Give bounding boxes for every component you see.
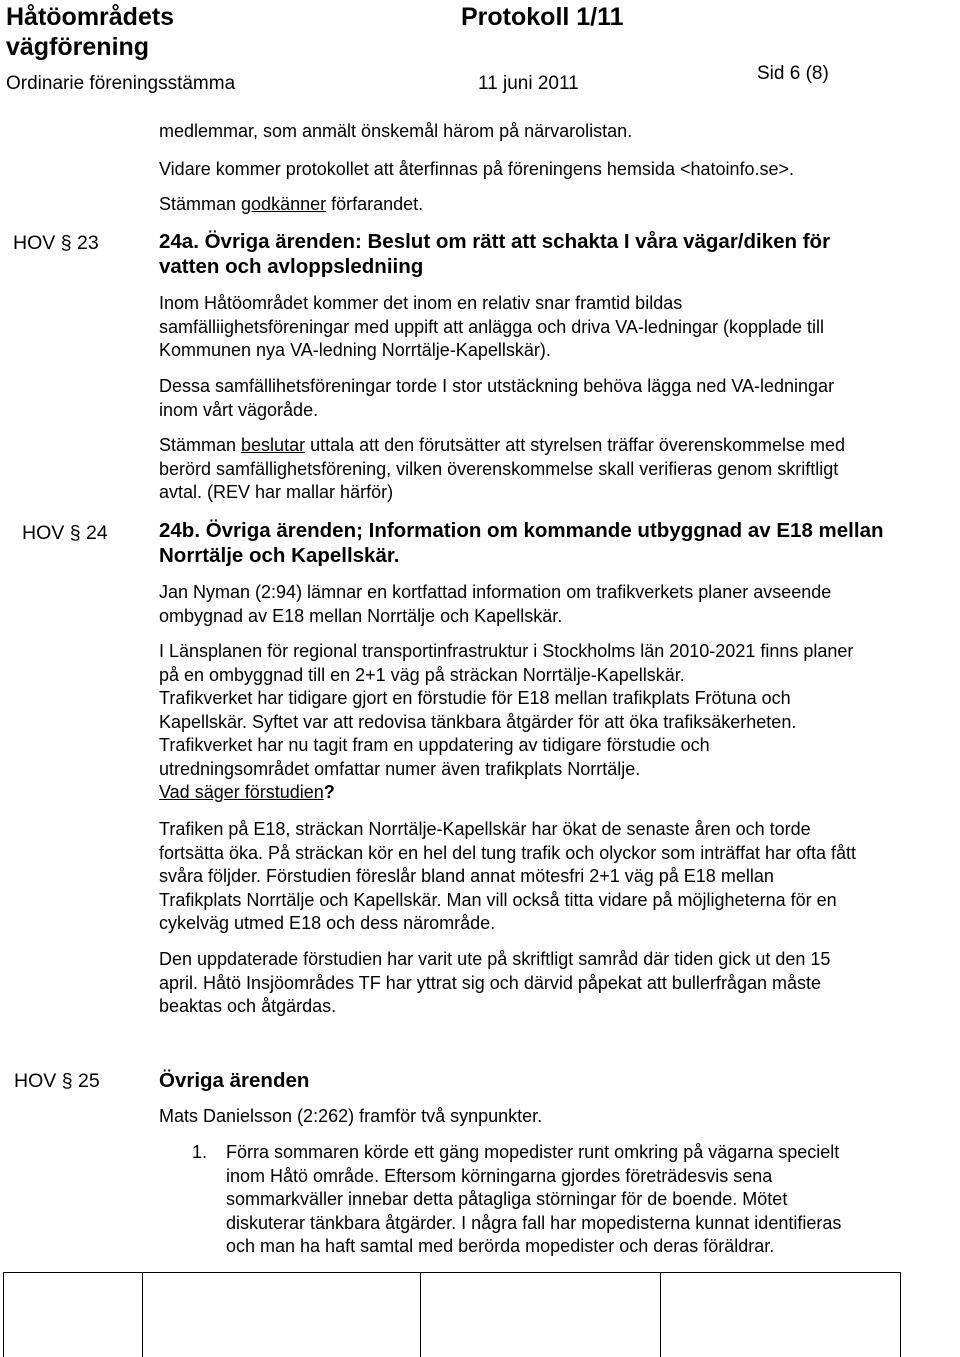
item-24b-paragraph-4 (159, 948, 830, 1019)
decision-word: beslutar (241, 435, 306, 455)
section-sign-icon: § (60, 232, 72, 254)
decision-word: godkänner (241, 194, 327, 214)
text-line: samfälliighetsföreningar med uppift att anlägga och driva VA-ledningar (kopplade till (159, 316, 825, 337)
text-line: april. Håtö Insjöområdes TF har yttrat sig och därvid påpekat att bullerfrågan måste (159, 972, 821, 993)
text-line: beaktas och åtgärdas. (159, 996, 337, 1016)
text-line: Den uppdaterade förstudien har varit ute på skriftligt samråd där tiden gick ut den 15 (159, 949, 831, 969)
item-25-intro: Mats Danielsson (2:262) framför två synpunkter. (159, 1106, 543, 1126)
text-line: och man ha haft samtal med berörda mopedister och deras föräldrar. (226, 1236, 775, 1256)
text-line: svåra följder. Förstudien föreslår bland annat mötesfri 2+1 väg på E18 mellan (159, 866, 774, 886)
text-line: Förra sommaren körde ett gäng mopedister runt omkring på vägarna specielt (226, 1142, 840, 1162)
website-link[interactable]: <hatoinfo.se>. (679, 159, 795, 179)
intro-line-2-text: Vidare kommer protokollet att återfinnas på föreningens hemsida (159, 159, 680, 179)
signature-table (3, 1272, 901, 1357)
text-line: avtal. (REV har mallar härför) (159, 482, 394, 502)
hov-label: HOV (13, 232, 56, 254)
text-line: fortsätta öka. På sträckan kör en hel del tung trafik och olyckor som inträffat har ofta fått (159, 842, 857, 863)
text-line: Trafiken på E18, sträckan Norrtälje-Kapellskär har ökat de senaste åren och torde (159, 819, 811, 839)
item-24a-paragraph-3 (159, 434, 845, 505)
text-line: Dessa samfällihetsföreningar torde I stor utstäckning behöva lägga ned VA-ledningar (159, 376, 835, 396)
item-24b-paragraph-3 (159, 818, 856, 936)
text-line: Inom Håtöområdet kommer det inom en relativ snar framtid bildas (159, 293, 683, 313)
title-line: vatten och avloppsledniing (159, 255, 424, 278)
intro-line-3-a: Stämman (159, 194, 242, 214)
section-sign-icon: § (69, 522, 81, 544)
section-sign-icon: § (61, 1070, 73, 1092)
protocol-title: Protokoll 1/11 (461, 3, 624, 31)
meeting-name: Ordinarie föreningsstämma (6, 73, 236, 94)
text-line: berörd samfällighetsförening, vilken överenskommelse skall verifieras genom skriftligt (159, 458, 839, 479)
item-24a-paragraph-1 (159, 292, 824, 363)
list-item-1 (226, 1141, 841, 1259)
title-line: 24a. Övriga ärenden: Beslut om rätt att schakta I våra vägar/diken för (159, 230, 831, 253)
intro-line-1: medlemmar, som anmält önskemål härom på närvarolistan. (159, 121, 633, 141)
text-line: Kapellskär. Syftet var att redovisa tänkbara åtgärder för att öka trafiksäkerheten. (159, 711, 797, 732)
org-name-line1: Håtöområdets (6, 3, 175, 31)
title-line: Norrtälje och Kapellskär. (159, 544, 400, 567)
hov-number: 24 (85, 522, 108, 544)
meeting-date: 11 juni 2011 (478, 73, 579, 94)
hov-label: HOV (22, 522, 65, 544)
page-number: Sid 6 (8) (757, 63, 829, 84)
signature-cell-divider (660, 1272, 661, 1357)
item-24a-paragraph-2 (159, 375, 834, 422)
org-name-line2: vägförening (6, 33, 150, 61)
question-mark: ? (323, 782, 335, 802)
text-line: Jan Nyman (2:94) lämnar en kortfattad information om trafikverkets planer avseende (159, 582, 832, 602)
hov-24-marker (22, 521, 108, 545)
intro-line-3 (159, 193, 423, 217)
signature-cell-divider (420, 1272, 421, 1357)
hov-label: HOV (14, 1070, 57, 1092)
signature-cell-divider (142, 1272, 143, 1357)
text-line: cykelväg utmed E18 och dess närområde. (159, 913, 496, 933)
text-fragment: Stämman (159, 435, 242, 455)
item-24b-title (159, 518, 884, 568)
text-line: I Länsplanen för regional transportinfrastruktur i Stockholms län 2010-2021 finns planer (159, 641, 854, 661)
item-24b-paragraph-1 (159, 581, 831, 628)
hov-number: 23 (76, 232, 99, 254)
text-line: diskuterar tänkbara åtgärder. I några fall har mopedisterna kunnat identifieras (226, 1212, 842, 1233)
question-line (159, 781, 853, 805)
intro-line-2 (159, 158, 794, 182)
list-item-number: 1. (192, 1142, 208, 1162)
text-line: utredningsområdet omfattar numer även trafikplats Norrtälje. (159, 758, 641, 779)
intro-line-3-c: förfarandet. (326, 194, 424, 214)
text-line: på en ombyggnad till en 2+1 väg på sträckan Norrtälje-Kapellskär. (159, 664, 685, 685)
title-line: 24b. Övriga ärenden; Information om kommande utbyggnad av E18 mellan (159, 519, 884, 542)
text-line: Trafikverket har nu tagit fram en uppdatering av tidigare förstudie och (159, 735, 710, 755)
hov-23-marker (13, 231, 99, 255)
text-line: ombygnad av E18 mellan Norrtälje och Kapellskär. (159, 605, 563, 626)
text-line: sommarkväller innebar detta påtagliga störningar för de boende. Mötet (226, 1189, 788, 1209)
text-line: Trafikverket har tidigare gjort en förstudie för E18 mellan trafikplats Frötuna och (159, 688, 791, 708)
text-line: Trafikplats Norrtälje och Kapellskär. Man vill också titta vidare på möjligheterna för en (159, 889, 837, 910)
item-24b-paragraph-2 (159, 640, 853, 805)
item-25-title: Övriga ärenden (159, 1069, 310, 1092)
question-text: Vad säger förstudien (159, 782, 324, 802)
text-fragment: uttala att den förutsätter att styrelsen träffar överenskommelse med (305, 435, 845, 455)
text-line: Kommunen nya VA-ledning Norrtälje-Kapellskär). (159, 340, 551, 360)
item-24a-title (159, 229, 830, 279)
hov-number: 25 (77, 1070, 100, 1092)
text-line: inom Håtö område. Eftersom körningarna gjordes företrädesvis sena (226, 1165, 773, 1186)
hov-25-marker (14, 1069, 100, 1093)
text-line: inom vårt vägoråde. (159, 399, 319, 420)
